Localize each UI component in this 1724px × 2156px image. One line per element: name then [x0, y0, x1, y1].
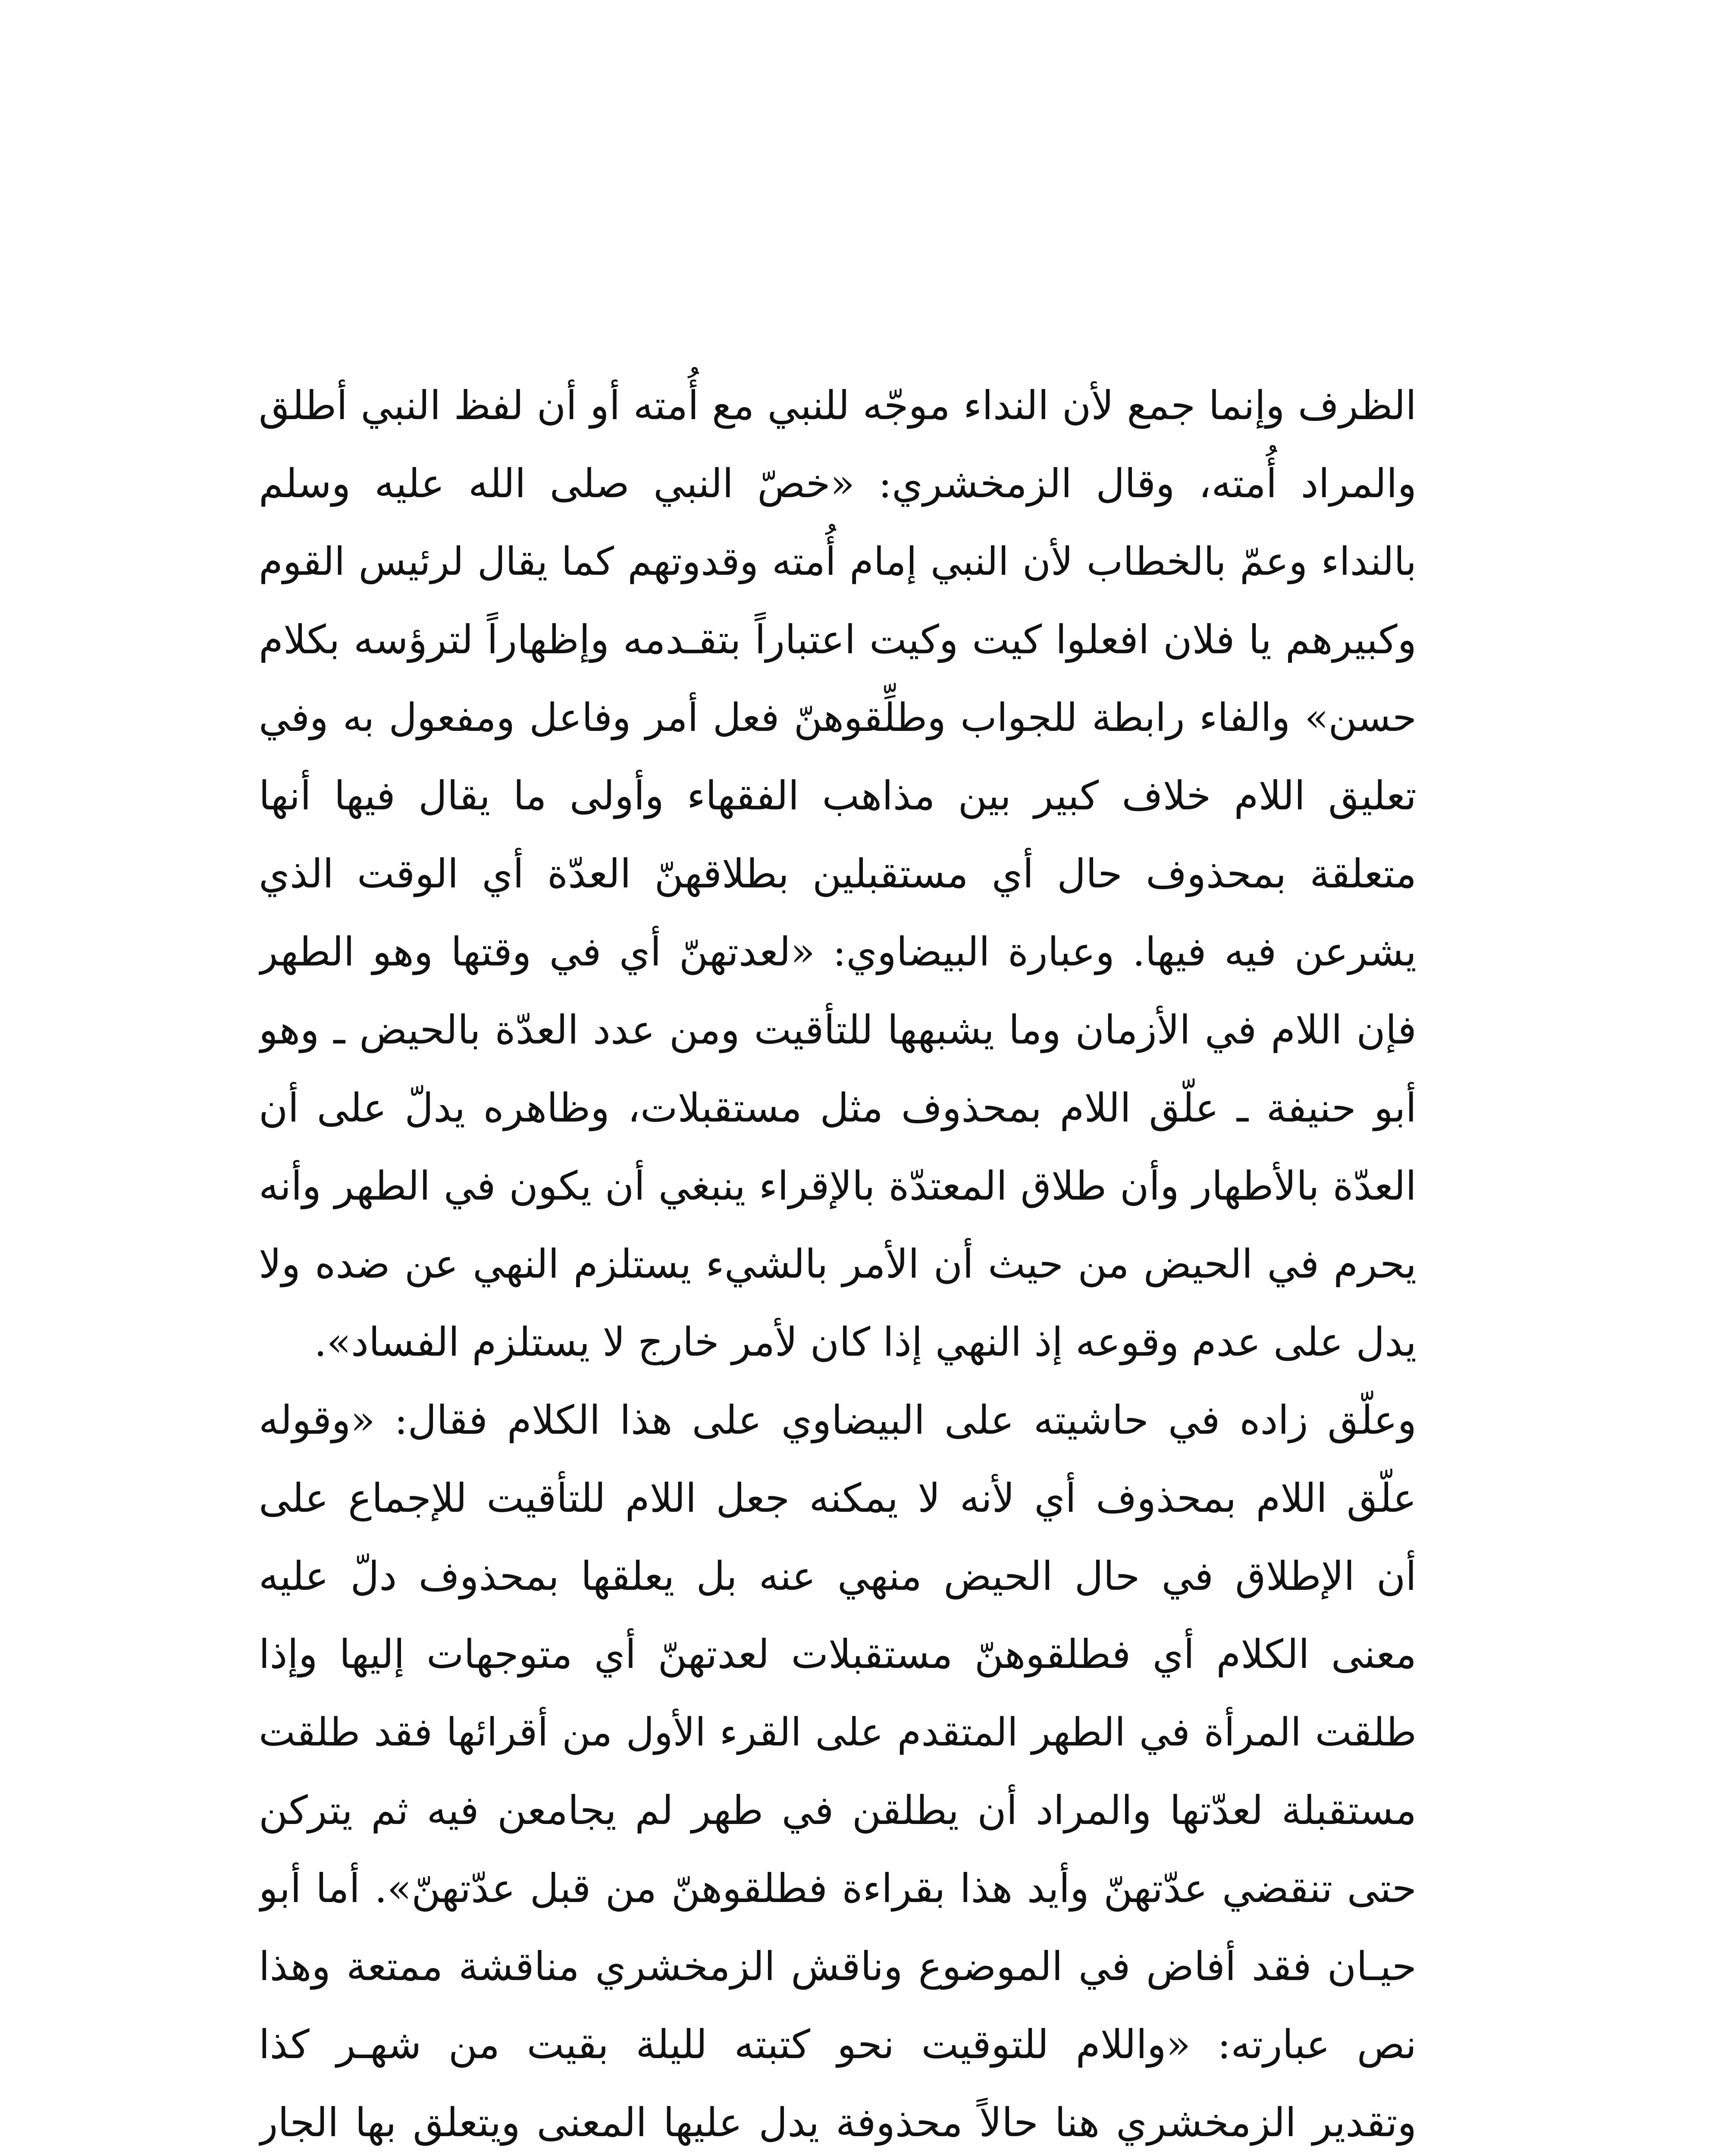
- text-line: معنى الكلام أي فطلقوهنّ مستقبلات لعدتهنّ أي متوجهات إليها وإذا: [259, 1631, 1417, 1677]
- text-line: تعليق اللام خلاف كبير بين مذاهب الفقهاء وأولى ما يقال فيها أنها: [259, 773, 1417, 819]
- text-line: وعلّق زاده في حاشيته على البيضاوي على هذا الكلام فقال: «وقوله: [259, 1397, 1417, 1443]
- text-line: بالنداء وعمّ بالخطاب لأن النبي إمام أُمته وقدوتهم كما يقال لرئيس القوم: [259, 539, 1417, 584]
- text-line: علّق اللام بمحذوف أي لأنه لا يمكنه جعل اللام للتأقيت للإجماع على: [259, 1475, 1417, 1521]
- body-text: [259, 367, 1417, 2156]
- text-line: نص عبارته: «واللام للتوقيت نحو كتبته لليلة بقيت من شهـر كذا: [259, 2021, 1417, 2068]
- text-line: يدل على عدم وقوعه إذ النهي إذا كان لأمر خارج لا يستلزم الفساد».: [314, 1319, 1417, 1365]
- text-line: طلقت المرأة في الطهر المتقدم على القرء الأول من أقرائها فقد طلقت: [259, 1710, 1417, 1755]
- text-line: متعلقة بمحذوف حال أي مستقبلين بطلاقهنّ العدّة أي الوقت الذي: [259, 851, 1417, 897]
- text-line: وكبيرهم يا فلان افعلوا كيت وكيت اعتباراً بتقـدمه وإظهاراً لترؤسه بكلام: [259, 617, 1417, 663]
- text-line: أبو حنيفة ـ علّق اللام بمحذوف مثل مستقبلات، وظاهره يدلّ على أن: [259, 1085, 1417, 1131]
- text-line: الظرف وإنما جمع لأن النداء موجّه للنبي مع أُمته أو أن لفظ النبي أطلق: [259, 382, 1417, 429]
- text-line: حتى تنقضي عدّتهنّ وأيد هذا بقراءة فطلقوهنّ من قبل عدّتهنّ». أما أبو: [259, 1865, 1417, 1912]
- text-line: والمراد أُمته، وقال الزمخشري: «خصّ النبي صلى الله عليه وسلم: [259, 461, 1417, 507]
- text-line: يحرم في الحيض من حيث أن الأمر بالشيء يستلزم النهي عن ضده ولا: [259, 1241, 1417, 1287]
- text-line: العدّة بالأطهار وأن طلاق المعتدّة بالإقراء ينبغي أن يكون في الطهر وأنه: [259, 1163, 1417, 1209]
- text-line: مستقبلة لعدّتها والمراد أن يطلقن في طهر لم يجامعن فيه ثم يتركن: [259, 1787, 1417, 1833]
- text-line: حسن» والفاء رابطة للجواب وطلِّقوهنّ فعل أمر وفاعل ومفعول به وفي: [259, 695, 1417, 740]
- text-line: فإن اللام في الأزمان وما يشبهها للتأقيت ومن عدد العدّة بالحيض ـ وهو: [259, 1007, 1417, 1053]
- text-line: يشرعن فيه فيها. وعبارة البيضاوي: «لعدتهنّ أي في وقتها وهو الطهر: [259, 929, 1417, 975]
- text-line: حيـان فقد أفاض في الموضوع وناقش الزمخشري مناقشة ممتعة وهذا: [259, 1943, 1417, 1990]
- text-line: وتقدير الزمخشري هنا حالاً محذوفة يدل عليها المعنى ويتعلق بها الجار: [259, 2100, 1417, 2146]
- text-line: أن الإطلاق في حال الحيض منهي عنه بل يعلقها بمحذوف دلّ عليه: [259, 1553, 1417, 1599]
